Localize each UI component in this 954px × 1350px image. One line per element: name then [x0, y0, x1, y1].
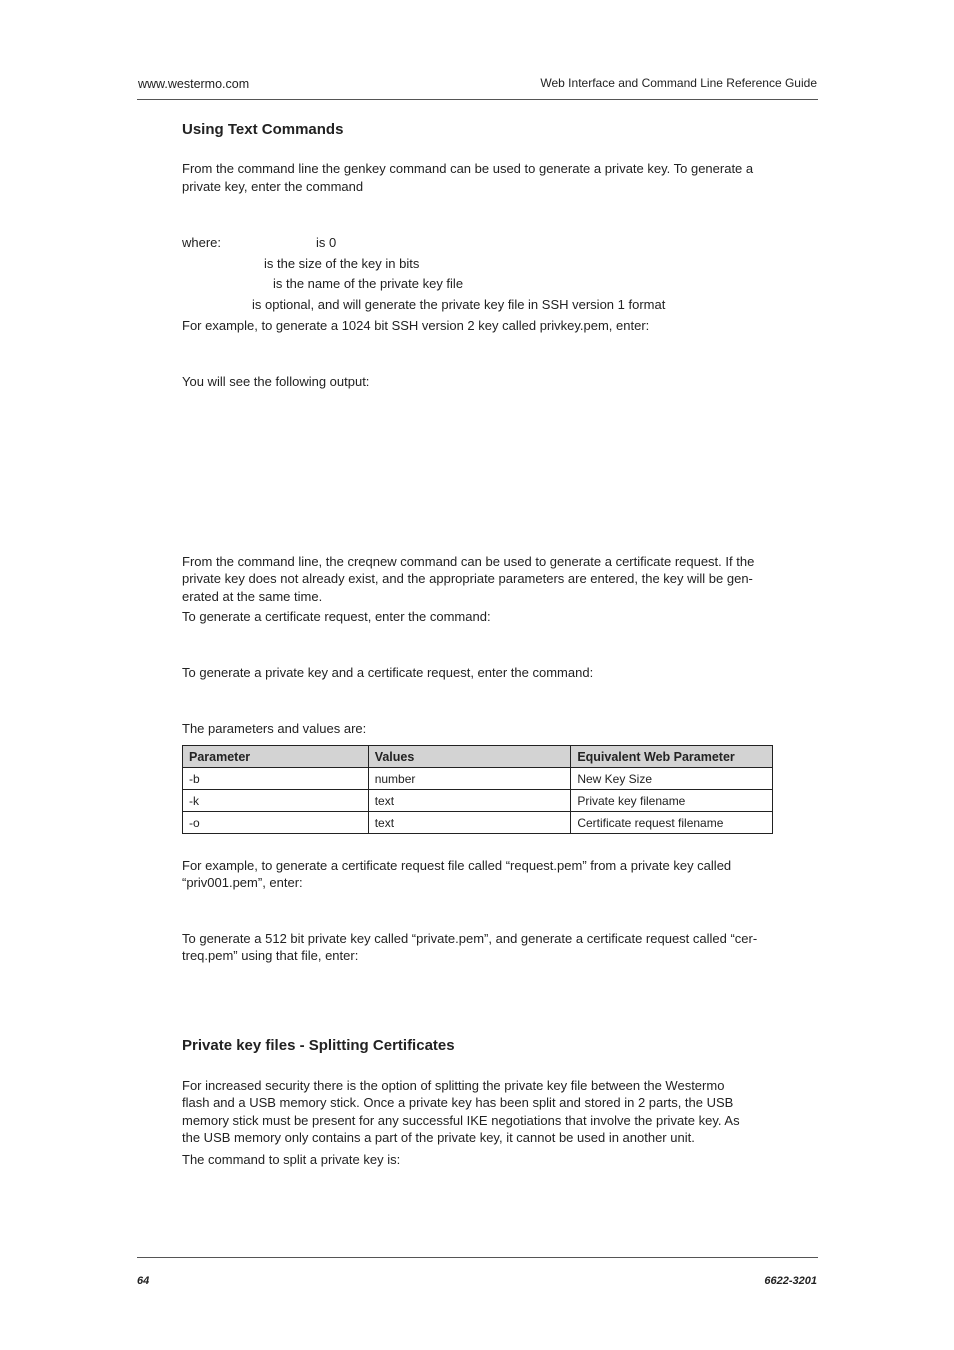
cert-example2-line2: treq.pem” using that file, enter: — [182, 948, 359, 963]
table-cell: number — [368, 768, 571, 790]
creqnew-line3: erated at the same time. — [182, 589, 323, 604]
where-label: where: — [182, 235, 222, 250]
table-row — [183, 812, 773, 834]
cert-example1-line1: For example, to generate a certificate request file called “request.pem” from a private key called — [182, 858, 732, 873]
table-cell: text — [368, 812, 571, 834]
page-number: 64 — [137, 1275, 150, 1287]
table-cell: New Key Size — [571, 768, 773, 790]
where-item-mode: is 0 — [316, 235, 337, 250]
key-and-request-intro: To generate a private key and a certificate request, enter the command: — [182, 665, 594, 680]
table-cell: Private key filename — [571, 790, 773, 812]
cert-example1-line2: “priv001.pem”, enter: — [182, 875, 303, 890]
creqnew-line2: private key does not already exist, and the appropriate parameters are entered, the key will be gen- — [182, 571, 753, 586]
split-command-intro: The command to split a private key is: — [182, 1152, 401, 1167]
header-website: www.westermo.com — [138, 77, 250, 91]
split-para-line2: flash and a USB memory stick. Once a private key has been split and stored in 2 parts, the USB — [182, 1095, 734, 1110]
header-rule — [137, 99, 818, 100]
document-number: 6622-3201 — [764, 1275, 817, 1287]
header-doc-title: Web Interface and Command Line Reference Guide — [540, 76, 817, 90]
section-heading-text-commands: Using Text Commands — [182, 121, 344, 138]
genkey-intro-line2: private key, enter the command — [182, 179, 364, 194]
genkey-intro-line1: From the command line the genkey command can be used to generate a private key. To generate a — [182, 161, 754, 176]
creq-command-intro: To generate a certificate request, enter the command: — [182, 609, 491, 624]
where-item-bits: is the size of the key in bits — [264, 256, 420, 271]
table-header-row — [183, 746, 773, 768]
where-item-filename: is the name of the private key file — [273, 276, 464, 291]
params-intro: The parameters and values are: — [182, 721, 367, 736]
table-cell: -b — [183, 768, 369, 790]
table-cell: -k — [183, 790, 369, 812]
section-heading-splitting: Private key files - Splitting Certificates — [182, 1037, 455, 1054]
table-header-web-parameter: Equivalent Web Parameter — [571, 746, 773, 768]
cert-example2-line1: To generate a 512 bit private key called “private.pem”, and generate a certificate request called “cer- — [182, 931, 758, 946]
table-cell: -o — [183, 812, 369, 834]
table-row — [183, 768, 773, 790]
genkey-example: For example, to generate a 1024 bit SSH version 2 key called privkey.pem, enter: — [182, 318, 650, 333]
table-cell: text — [368, 790, 571, 812]
split-para-line1: For increased security there is the option of splitting the private key file between the Westermo — [182, 1078, 725, 1093]
table-header-parameter: Parameter — [183, 746, 369, 768]
output-intro: You will see the following output: — [182, 374, 370, 389]
footer-rule — [137, 1257, 818, 1258]
split-para-line3: memory stick must be present for any successful IKE negotiations that involve the private key. As — [182, 1113, 740, 1128]
table-row — [183, 790, 773, 812]
table-cell: Certificate request filename — [571, 812, 773, 834]
split-para-line4: the USB memory only contains a part of the private key, it cannot be used in another unit. — [182, 1130, 695, 1145]
creqnew-line1: From the command line, the creqnew command can be used to generate a certificate request. If the — [182, 554, 755, 569]
where-item-ssh1: is optional, and will generate the private key file in SSH version 1 format — [252, 297, 666, 312]
parameters-table — [182, 745, 773, 834]
table-header-values: Values — [368, 746, 571, 768]
